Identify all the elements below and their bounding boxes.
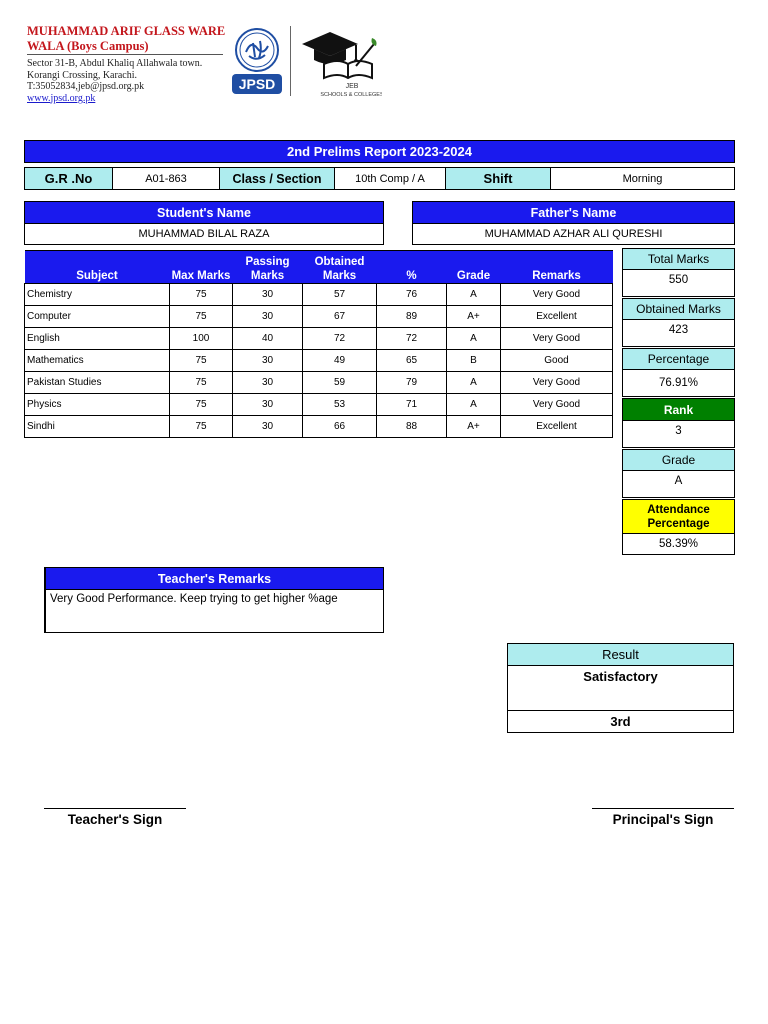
percentage-value: 76.91% [622,369,735,397]
jpsd-logo [229,28,285,96]
cell-passing: 30 [233,284,303,306]
cell-max: 100 [170,328,233,350]
shift-label: Shift [445,167,551,190]
cell-remarks: Very Good [501,328,613,350]
cell-max: 75 [170,350,233,372]
gr-no-value: A01-863 [112,167,220,190]
report-title: 2nd Prelims Report 2023-2024 [24,140,735,163]
cell-percent: 71 [377,394,447,416]
cell-subject: Mathematics [25,350,170,372]
school-name-underline [27,54,223,55]
cell-percent: 88 [377,416,447,438]
obtained-marks-label: Obtained Marks [622,298,735,320]
table-row [25,350,613,372]
cell-passing: 40 [233,328,303,350]
cell-grade: B [447,350,501,372]
cell-grade: A+ [447,416,501,438]
result-status: Satisfactory [507,665,734,711]
header-subject: Subject [25,251,170,284]
father-name-value: MUHAMMAD AZHAR ALI QURESHI [412,223,735,245]
table-row [25,372,613,394]
marks-table [24,250,613,438]
cell-obtained: 66 [303,416,377,438]
cell-obtained: 59 [303,372,377,394]
cell-max: 75 [170,394,233,416]
address-line-1: Sector 31-B, Abdul Khaliq Allahwala town. [27,58,203,69]
school-name: MUHAMMAD ARIF GLASS WARE WALA (Boys Campus) [27,24,226,53]
cell-percent: 76 [377,284,447,306]
class-section-value: 10th Comp / A [334,167,446,190]
cell-remarks: Very Good [501,372,613,394]
table-row [25,416,613,438]
cell-grade: A [447,284,501,306]
cell-passing: 30 [233,416,303,438]
principal-sign-line [592,808,734,809]
cell-percent: 72 [377,328,447,350]
principal-sign-label: Principal's Sign [612,812,714,827]
teacher-sign-line [44,808,186,809]
cell-remarks: Excellent [501,306,613,328]
cell-grade: A [447,328,501,350]
cell-percent: 89 [377,306,447,328]
jeb-logo-text: JEB [345,83,359,90]
cell-percent: 79 [377,372,447,394]
cell-passing: 30 [233,372,303,394]
logo-divider [290,26,291,96]
result-position: 3rd [507,710,734,733]
rank-value: 3 [622,420,735,448]
school-address [27,58,202,104]
cell-remarks: Very Good [501,394,613,416]
marks-table-header [25,251,613,284]
cell-subject: Physics [25,394,170,416]
jpsd-logo-text: JPSD [238,76,276,92]
student-name-value: MUHAMMAD BILAL RAZA [24,223,384,245]
cell-grade: A [447,394,501,416]
cell-percent: 65 [377,350,447,372]
cell-subject: English [25,328,170,350]
table-row [25,284,613,306]
header-obtained-marks: Obtained Marks [303,251,377,284]
teacher-sign-label: Teacher's Sign [67,812,163,827]
cell-remarks: Excellent [501,416,613,438]
total-marks-label: Total Marks [622,248,735,270]
cell-max: 75 [170,416,233,438]
class-section-label: Class / Section [219,167,335,190]
header-percent: % [377,251,447,284]
attendance-label: Attendance Percentage [622,499,735,534]
cell-grade: A [447,372,501,394]
header-grade: Grade [447,251,501,284]
address-line-2: Korangi Crossing, Karachi. [27,69,137,81]
student-name-label: Student's Name [24,201,384,224]
header-max-marks: Max Marks [170,251,233,284]
table-row [25,394,613,416]
cell-obtained: 67 [303,306,377,328]
father-name-label: Father's Name [412,201,735,224]
cell-grade: A+ [447,306,501,328]
gr-no-label: G.R .No [24,167,113,190]
cell-remarks: Very Good [501,284,613,306]
cell-max: 75 [170,372,233,394]
cell-passing: 30 [233,306,303,328]
grade-label: Grade [622,449,735,471]
rank-label: Rank [622,398,735,421]
cell-subject: Sindhi [25,416,170,438]
cell-obtained: 49 [303,350,377,372]
jeb-logo-subtext: SCHOOLS & COLLEGES [320,92,382,98]
teacher-remarks-text: Very Good Performance. Keep trying to get higher %age [44,589,384,633]
cell-obtained: 57 [303,284,377,306]
obtained-marks-value: 423 [622,319,735,347]
cell-remarks: Good [501,350,613,372]
table-row [25,306,613,328]
contact-line: T:35052834,jeb@jpsd.org.pk [27,81,145,92]
jeb-logo [298,26,382,98]
cell-subject: Chemistry [25,284,170,306]
attendance-value: 58.39% [622,533,735,555]
cell-obtained: 53 [303,394,377,416]
header-remarks: Remarks [501,251,613,284]
cell-max: 75 [170,306,233,328]
table-row [25,328,613,350]
teacher-remarks-label: Teacher's Remarks [44,567,384,590]
cell-obtained: 72 [303,328,377,350]
cell-max: 75 [170,284,233,306]
cell-passing: 30 [233,350,303,372]
website-link[interactable]: www.jpsd.org.pk [27,92,96,104]
result-label: Result [507,643,734,666]
total-marks-value: 550 [622,269,735,297]
cell-subject: Pakistan Studies [25,372,170,394]
cell-passing: 30 [233,394,303,416]
cell-subject: Computer [25,306,170,328]
shift-value: Morning [550,167,735,190]
percentage-label: Percentage [622,348,735,370]
header-passing-marks: Passing Marks [233,251,303,284]
grade-value: A [622,470,735,498]
